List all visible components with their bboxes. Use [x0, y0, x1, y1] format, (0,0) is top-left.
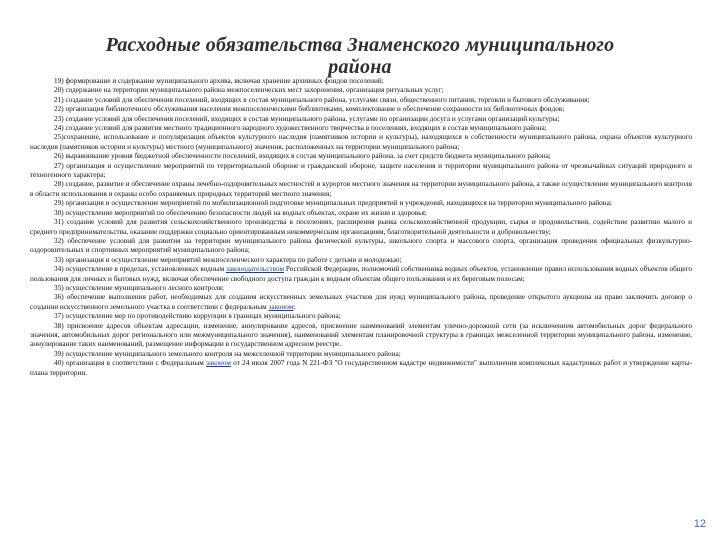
list-item: 25)сохранение, использование и популяризация объектов культурного наследия (памятников истории и культуры), находящихся в собственности муниципального района, охрана объектов культурного наследия (памятников истории и культуры) местного (муниципального) значения, расположенных на территории муниципального района;: [30, 133, 692, 151]
list-item: 21) создание условий для обеспечения поселений, входящих в состав муниципального района, услугами связи, общественного питания, торговли и бытового обслуживания;: [54, 95, 590, 104]
list-item: 24) создание условий для развития местного традиционного народного художественного творчества в поселениях, входящих в состав муниципального района;: [54, 124, 547, 133]
list-item: 31) создание условий для развития сельскохозяйственного производства в поселениях, расширения рынка сельскохозяйственной продукции, сырья и продовольствия, содействие развитию малого и среднего предпринимательства, оказание поддержки социально ориентированным некоммерческим организациям, благотворительной деятельности и добровольчеству;: [30, 218, 692, 236]
list-item-text: Российской Федерации, полномочий собственника водных объектов, установление правил использования водных объектов общего пользования для личных и бытовых нужд, включая обеспечение свободного доступа граждан к водным объектам общего пользования и их береговым полосам;: [30, 265, 692, 283]
list-item-text: 36) обеспечение выполнения работ, необходимых для создания искусственных земельных участков для нужд муниципального района, проведение открытого аукциона на право заключить договор о создании искусственного земельного участка в соответствии с федеральным: [30, 293, 692, 311]
list-item: 26) выравнивание уровня бюджетной обеспеченности поселений, входящих в состав муниципального района, за счет средств бюджета муниципального района;: [54, 152, 551, 161]
obligations-list: [30, 77, 692, 378]
list-item: 32) обеспечение условий для развития на территории муниципального района физической культуры, школьного спорта и массового спорта, организация проведения официальных физкультурно-оздоровительных и спортивных мероприятий муниципального района;: [30, 236, 692, 255]
list-item: 27) организация и осуществление мероприятий по территориальной обороне и гражданской обороне, защите населения и территории муниципального района от чрезвычайных ситуаций природного и техногенного характера;: [30, 161, 692, 180]
list-item: 33) организация и осуществление мероприятий межпоселенческого характера по работе с детьми и молодежью;: [54, 255, 402, 264]
list-item: 37) осуществление мер по противодействию коррупции в границах муниципального района;: [54, 312, 341, 321]
list-item: 19) формирование и содержание муниципального архива, включая хранение архивных фондов поселений;: [54, 77, 384, 85]
list-item-text: ;: [293, 302, 296, 311]
federal-law-link[interactable]: законом: [268, 302, 294, 311]
list-item: 29) организация и осуществление мероприятий по мобилизационной подготовке муниципальных предприятий и учреждений, находящихся на территории муниципального района;: [54, 199, 612, 208]
list-item-text: от 24 июля 2007 года N 221-ФЗ "О государственном кадастре недвижимости" выполнения комплексных кадастровых работ и утверждение карты-плана территории.: [30, 359, 692, 377]
list-item: 35) осуществление муниципального лесного контроля;: [54, 283, 224, 292]
list-item-text: 40) организация в соответствии с Федеральным: [54, 359, 207, 368]
list-item: 23) создание условий для обеспечения поселений, входящих в состав муниципального района, услугами по организации досуга и услугами организаций культуры;: [54, 114, 560, 123]
list-item: 20) содержание на территории муниципального района межпоселенческих мест захоронения, организация ритуальных услуг;: [54, 86, 444, 95]
legislation-link[interactable]: законодательством: [226, 265, 285, 274]
list-item-text: 34) осуществление в пределах, установленных водным: [54, 265, 227, 274]
page-number: 12: [693, 518, 706, 530]
list-item: 38) присвоение адресов объектам адресации, изменение, аннулирование адресов, присвоение наименований элементам улично-дорожной сети (за исключением автомобильных дорог федерального значения, автомобильных дорог регионального или межмуниципального значения), наименований элементам планировочной структуры в границах межселенной территории муниципального района, изменение, аннулирование таких наименований, размещение информации в государственном адресном реестре.: [30, 321, 692, 349]
slide-title: Расходные обязательства Знаменского муниципального района: [105, 34, 615, 78]
list-item: [30, 265, 692, 284]
list-item: 28) создание, развитие и обеспечение охраны лечебно-оздоровительных местностей и курортов местного значения на территории муниципального района, а также осуществление муниципального контроля в области использования и охраны особо охраняемых природных территорий местного значения;: [30, 180, 692, 198]
list-item: 22) организация библиотечного обслуживания населения межпоселенческими библиотеками, комплектование и обеспечение сохранности их библиотечных фондов;: [54, 105, 565, 114]
list-item: 39) осуществление муниципального земельного контроля на межселенной территории муниципального района;: [54, 349, 401, 358]
list-item: [30, 293, 692, 312]
list-item: 30) осуществление мероприятий по обеспечению безопасности людей на водных объектах, охране их жизни и здоровья;: [54, 208, 427, 217]
list-item: [30, 359, 692, 378]
federal-law-link[interactable]: законом: [206, 359, 231, 368]
